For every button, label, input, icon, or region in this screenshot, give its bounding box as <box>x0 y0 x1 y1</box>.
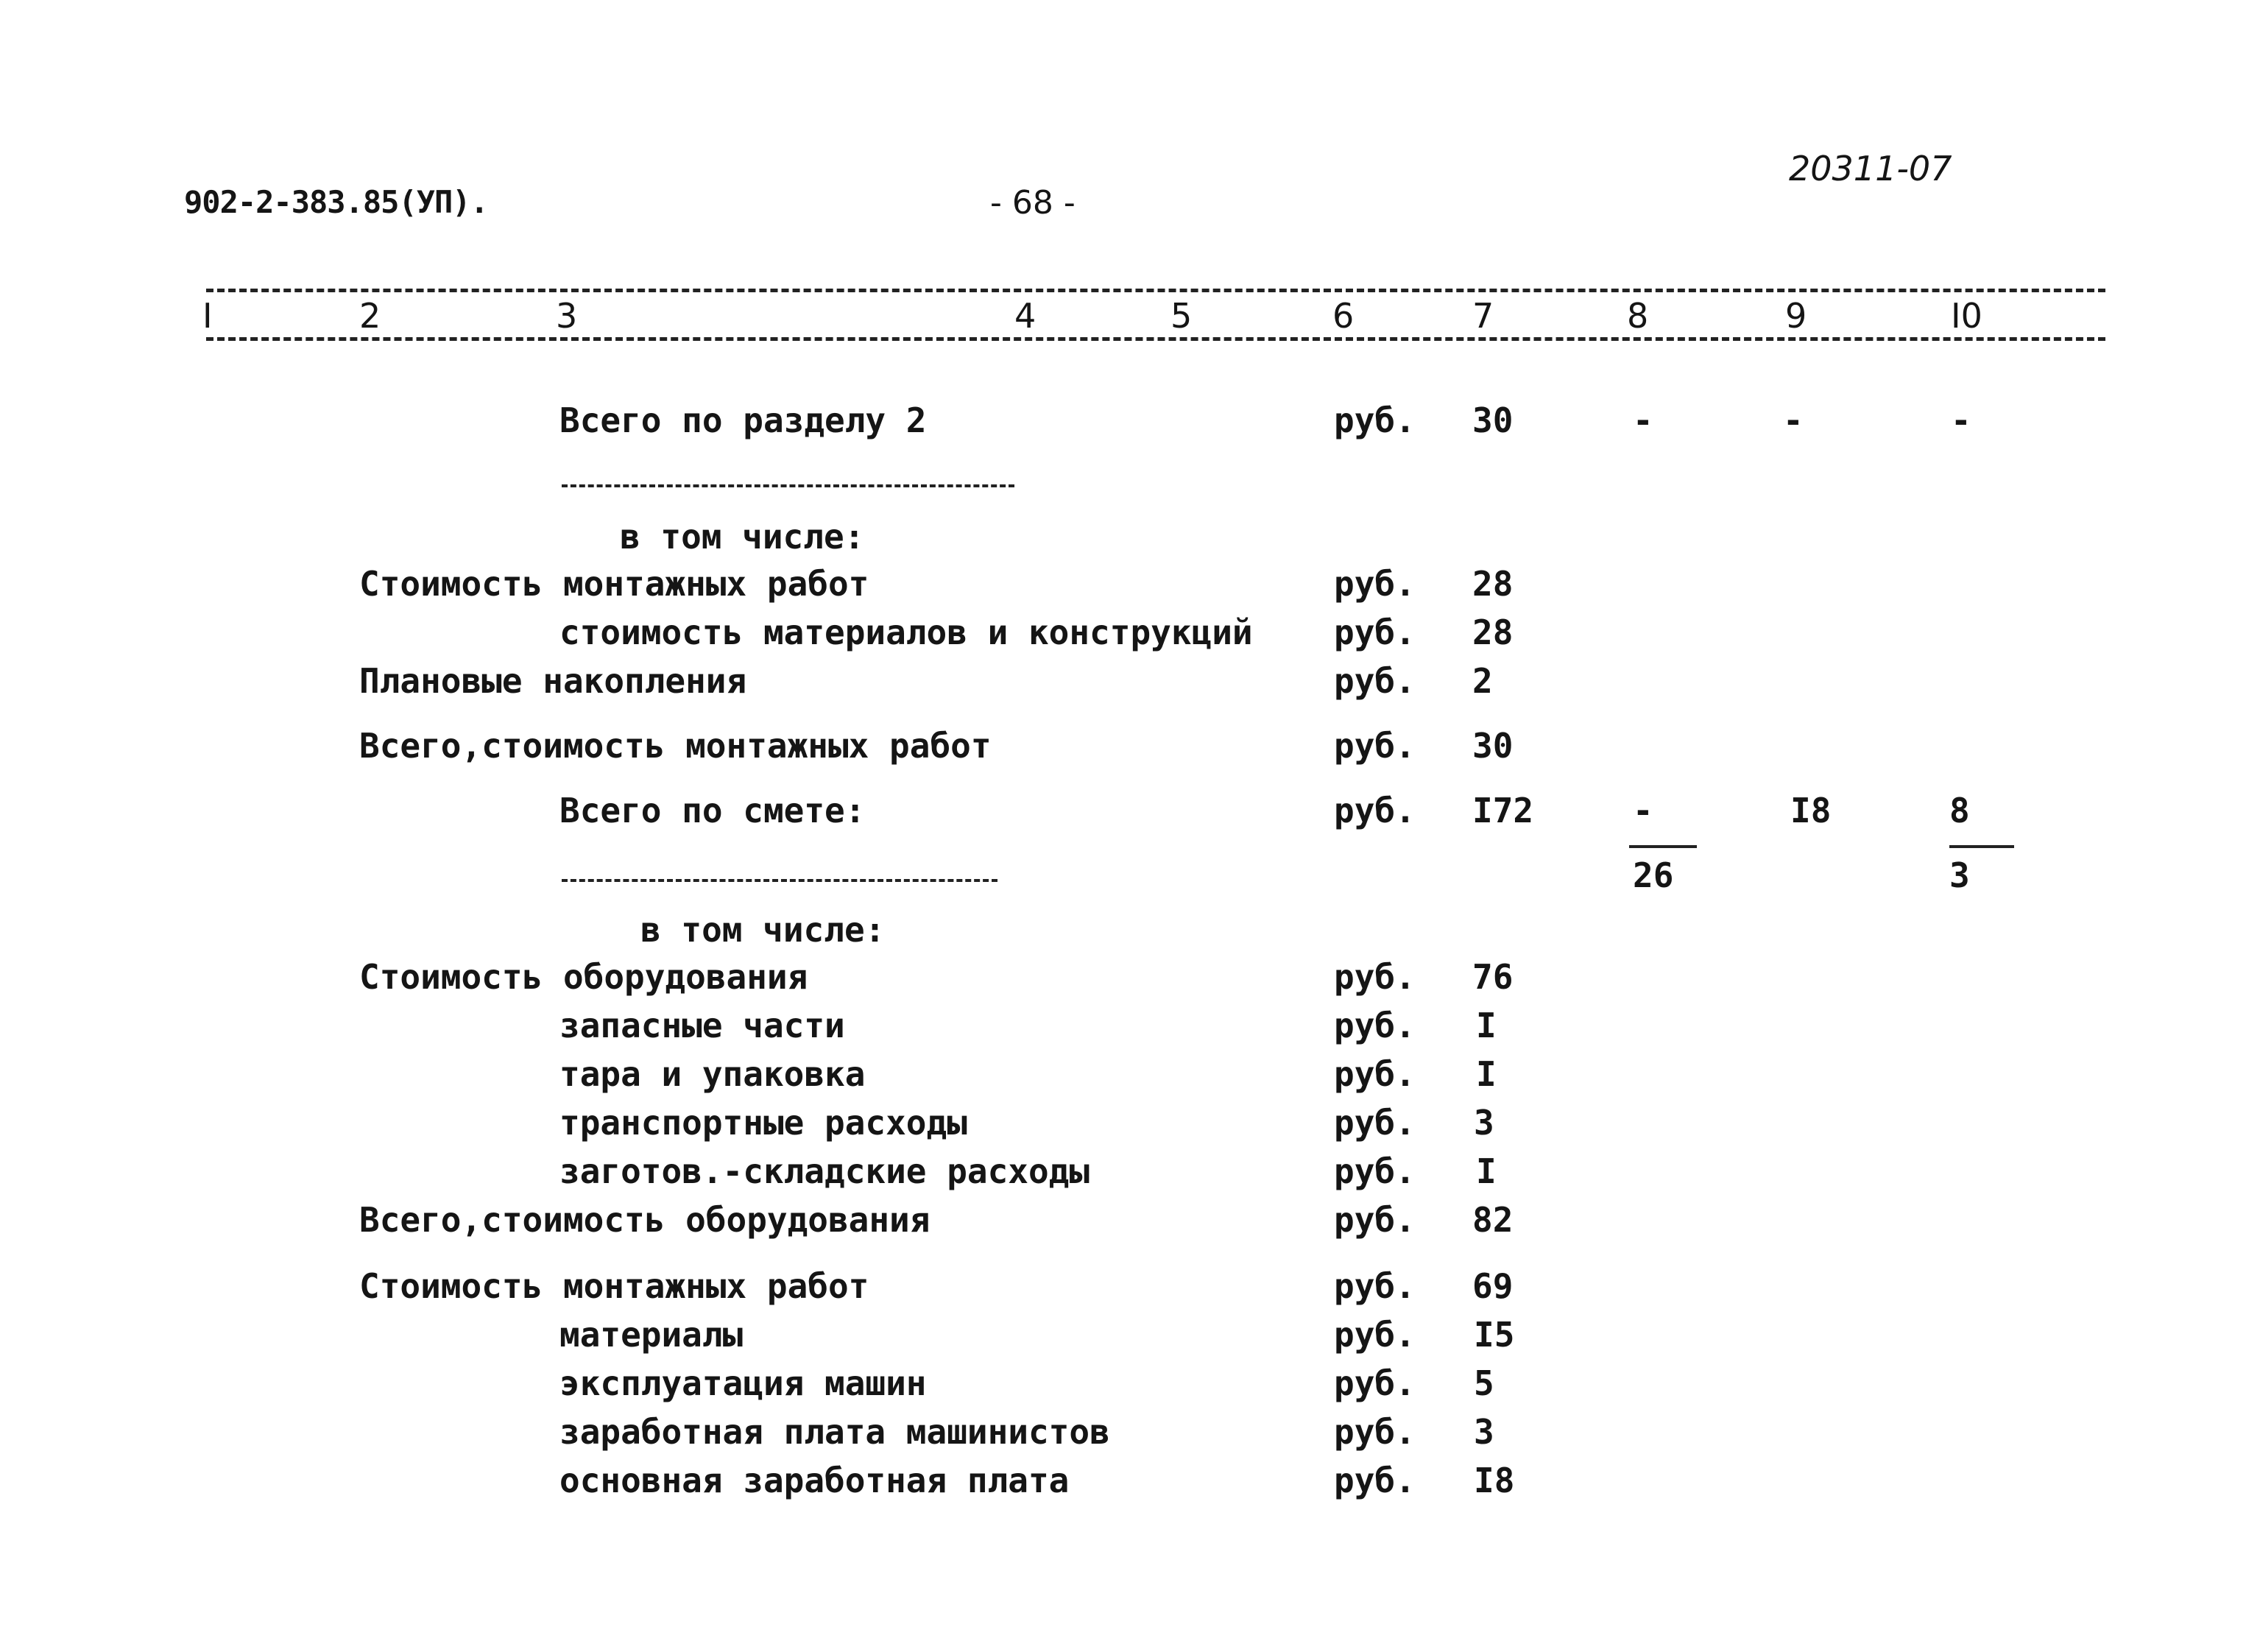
row-value-col7: I <box>1476 1054 1497 1094</box>
row-value-col8: - <box>1633 400 1653 440</box>
row-label: запасные части <box>559 1006 845 1045</box>
row-unit: руб. <box>1334 613 1416 652</box>
column-number-2: 2 <box>359 296 381 336</box>
row-label: Стоимость оборудования <box>359 957 808 997</box>
column-number-9: 9 <box>1785 296 1807 336</box>
row-unit: руб. <box>1334 564 1416 604</box>
row-value-col7: 2 <box>1472 661 1493 701</box>
row-unit: руб. <box>1334 791 1416 830</box>
fraction-denominator-col8: 26 <box>1633 855 1674 895</box>
row-label: Всего,стоимость оборудования <box>359 1200 931 1240</box>
row-value-col7: 3 <box>1474 1103 1494 1143</box>
row-value-col7: I8 <box>1474 1461 1515 1500</box>
row-value-col7: 28 <box>1472 564 1514 604</box>
row-unit: руб. <box>1334 726 1416 766</box>
row-value-col7: I5 <box>1474 1315 1515 1355</box>
row-value-col7: 30 <box>1472 400 1514 440</box>
row-label: Всего по разделу 2 <box>559 400 927 440</box>
row-value-col7: 3 <box>1474 1412 1494 1452</box>
row-unit: руб. <box>1334 1412 1416 1452</box>
document-number: 902-2-383.85(УП). <box>184 184 488 220</box>
row-label: заготов.-складские расходы <box>559 1151 1090 1191</box>
fraction-numerator-col10: 8 <box>1949 791 1970 830</box>
row-unit: руб. <box>1334 1266 1416 1306</box>
row-value-col7: 69 <box>1472 1266 1514 1306</box>
row-unit: руб. <box>1334 1151 1416 1191</box>
row-value-col7: I <box>1476 1006 1497 1045</box>
row-value-col7: 28 <box>1472 613 1514 652</box>
row-unit: руб. <box>1334 1006 1416 1045</box>
row-label: транспортные расходы <box>559 1103 967 1143</box>
row-value-col9: I8 <box>1790 791 1832 830</box>
column-number-6: 6 <box>1332 296 1355 336</box>
fraction-numerator-col8: - <box>1633 791 1653 830</box>
column-header-bottom-rule <box>206 337 2105 341</box>
row-label: Стоимость монтажных работ <box>359 564 869 604</box>
fraction-denominator-col10: 3 <box>1949 855 1970 895</box>
column-number-3: 3 <box>556 296 578 336</box>
row-value-col7: 76 <box>1472 957 1514 997</box>
column-number-8: 8 <box>1627 296 1649 336</box>
row-value-col9: - <box>1783 400 1804 440</box>
column-number-10: I0 <box>1951 296 1982 336</box>
row-value-col10: - <box>1951 400 1971 440</box>
column-number-1: I <box>202 296 213 336</box>
page-number: - 68 - <box>990 184 1076 222</box>
row-value-col7: 82 <box>1472 1200 1514 1240</box>
row-unit: руб. <box>1334 1363 1416 1403</box>
row-label: стоимость материалов и конструкций <box>559 613 1253 652</box>
row-label: материалы <box>559 1315 744 1355</box>
row-label: Всего по смете: <box>559 791 866 830</box>
row-label: эксплуатация машин <box>559 1363 927 1403</box>
row-unit: руб. <box>1334 1103 1416 1143</box>
column-number-5: 5 <box>1170 296 1193 336</box>
row-label: основная заработная плата <box>559 1461 1070 1500</box>
row-label: заработная плата машинистов <box>559 1412 1110 1452</box>
row-value-col7: I72 <box>1472 791 1534 830</box>
row-label: Плановые накопления <box>359 661 747 701</box>
fraction-bar-col8 <box>1629 845 1697 848</box>
document-code: 20311-07 <box>1789 149 1952 188</box>
row-unit: руб. <box>1334 1054 1416 1094</box>
column-header-top-rule <box>206 289 2105 292</box>
row-label: Стоимость монтажных работ <box>359 1266 869 1306</box>
column-number-7: 7 <box>1472 296 1494 336</box>
subheading: в том числе: <box>620 517 865 557</box>
row-unit: руб. <box>1334 1315 1416 1355</box>
fraction-bar-col10 <box>1949 845 2014 848</box>
row-unit: руб. <box>1334 400 1416 440</box>
column-number-4: 4 <box>1014 296 1037 336</box>
row-value-col7: 30 <box>1472 726 1514 766</box>
row-unit: руб. <box>1334 957 1416 997</box>
row-value-col7: 5 <box>1474 1363 1494 1403</box>
row-label: Всего,стоимость монтажных работ <box>359 726 992 766</box>
section-underline <box>562 879 997 882</box>
section-underline <box>562 484 1014 487</box>
row-value-col7: I <box>1476 1151 1497 1191</box>
row-unit: руб. <box>1334 1461 1416 1500</box>
row-unit: руб. <box>1334 1200 1416 1240</box>
subheading: в том числе: <box>640 910 886 950</box>
row-unit: руб. <box>1334 661 1416 701</box>
row-label: тара и упаковка <box>559 1054 866 1094</box>
